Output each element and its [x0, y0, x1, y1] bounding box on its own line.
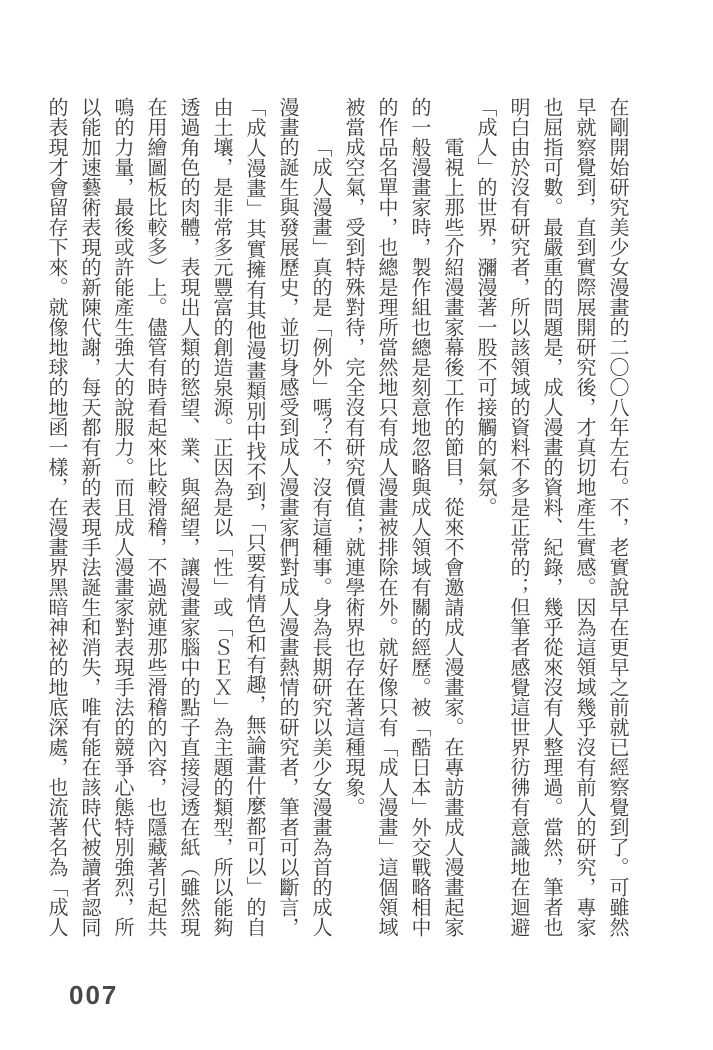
paragraph-1: 在剛開始研究美少女漫畫的二〇〇八年左右。不，老實說早在更早之前就已經察覺到了。可雖然早就察覺到，直到實際展開研究後，才真切地產生實感。因為這領域幾乎沒有前人的研究，專家也屈指可數。最嚴重的問題是，成人漫畫的資料、紀錄，幾乎從來沒有人整理過。當然，筆者也明白由於沒有研究者，所以該領域的資料不多是正常的；但筆者感覺這世界彷彿有意識地在迴避「成人」的世界，瀰漫著一股不可接觸的氣氛。 — [474, 97, 628, 937]
paragraph-2: 電視上那些介紹漫畫家幕後工作的節目，從來不會邀請成人漫畫家。在專訪畫成人漫畫起家的一般漫畫家時，製作組也總是刻意地忽略與成人領域有關的經歷。被「酷日本」外交戰略相中的作品名單中，也總是理所當然地只有成人漫畫被排除在外。就好像只有「成人漫畫」這個領域被當成空氣，受到特殊對待，完全沒有研究價值；就連學術界也存在著這種現象。 — [342, 97, 463, 937]
body-text — [39, 97, 633, 937]
page-number: 007 — [69, 980, 119, 1010]
paragraph-3: 「成人漫畫」真的是「例外」嗎？不，沒有這種事。身為長期研究以美少女漫畫為首的成人漫畫的誕生與發展歷史，並切身感受到成人漫畫家們對成人漫畫熱情的研究者，筆者可以斷言，「成人漫畫」其實擁有其他漫畫類別中找不到，「只要有情色和有趣，無論畫什麼都可以」的自由土壤，是非常多元豐富的創造泉源。正因為是以「性」或「ＳＥＸ」為主題的類型，所以能夠透過角色的肉體，表現出人類的慾望、業、與絕望，讓漫畫家腦中的點子直接浸透在紙（雖然現在用繪圖板比較多）上。儘管有時看起來比較滑稽，不過就連那些滑稽的內容，也隱藏著引起共鳴的力量，最後或許能產生強大的說服力。而且成人漫畫家對表現手法的競爭心態特別強烈，所以能加速藝術表現的新陳代謝，每天都有新的表現手法誕生和消失，唯有能在該時代被讀者認同的表現才會留存下來。就像地球的地函一樣，在漫畫界黑暗神祕的地底深處，也流著名為「成人 — [45, 97, 331, 937]
